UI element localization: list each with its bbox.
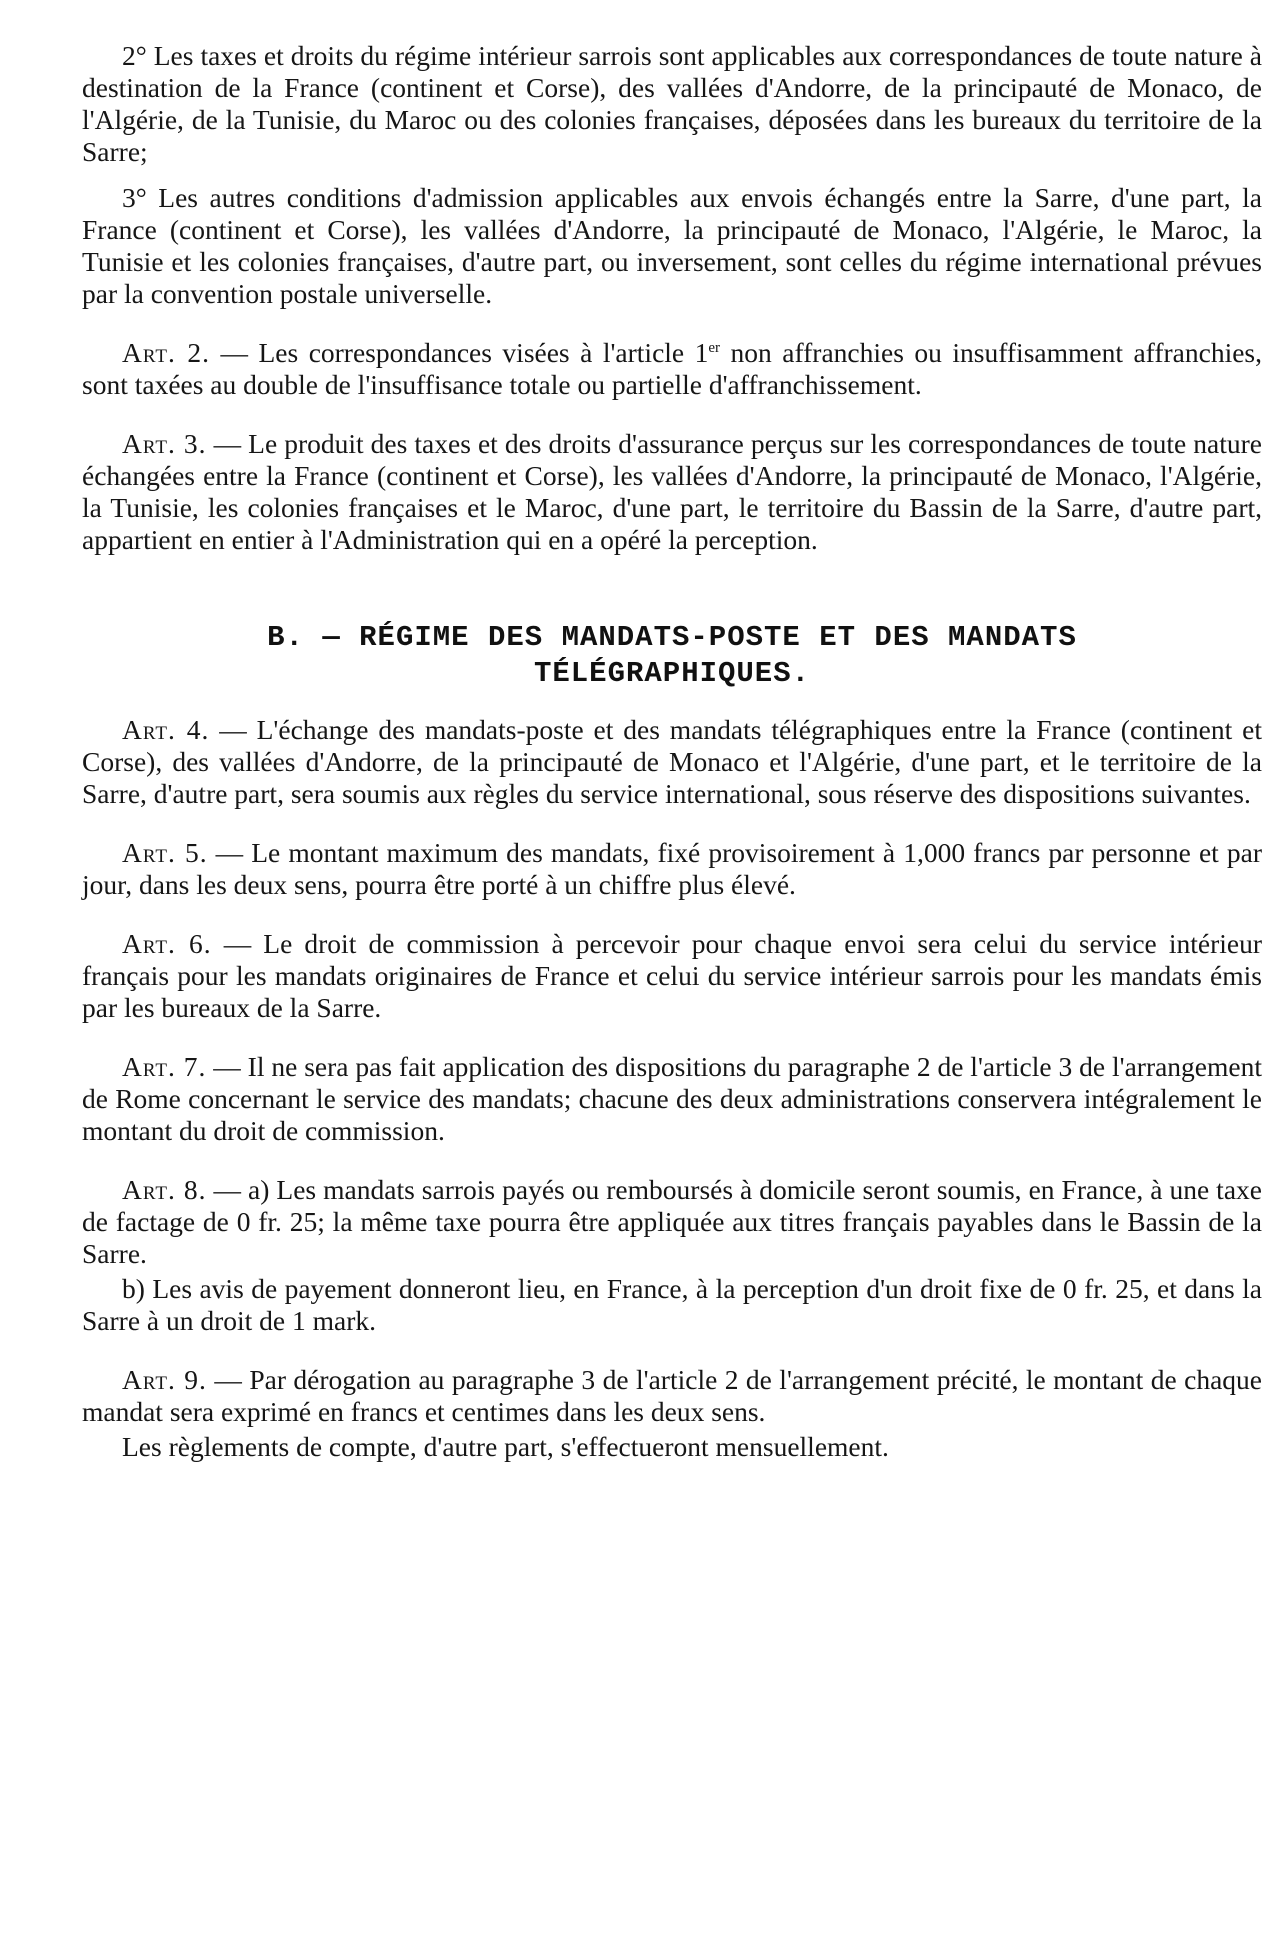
- article-2-label: Art. 2.: [122, 337, 210, 368]
- article-2-text-a: — Les correspondances visées à l'article 1: [210, 337, 709, 368]
- article-3-text: — Le produit des taxes et des droits d'assurance perçus sur les correspondances de toute nature échangées entre la France (continent et Corse), les vallées d'Andorre, la principauté de Monaco, l'Algérie, la Tunisie, les colonies françaises et le Maroc, d'une part, le territoire du Bassin de la Sarre, d'autre part, appartient en entier à l'Administration qui en a opéré la perception.: [82, 428, 1262, 555]
- article-2: [82, 337, 1262, 401]
- article-5: [82, 837, 1262, 901]
- article-7: [82, 1051, 1262, 1147]
- article-4-text: — L'échange des mandats-poste et des mandats télégraphiques entre la France (continent et Corse), des vallées d'Andorre, de la principauté de Monaco et l'Algérie, d'une part, et le territoire de la Sarre, d'autre part, sera soumis aux règles du service international, sous réserve des dispositions suivantes.: [82, 714, 1262, 809]
- document-page: [82, 40, 1262, 1463]
- article-8-label: Art. 8.: [122, 1174, 207, 1205]
- article-6-text: — Le droit de commission à percevoir pour chaque envoi sera celui du service intérieur français pour les mandats originaires de France et celui du service intérieur sarrois pour les mandats émis par les bureaux de la Sarre.: [82, 928, 1263, 1023]
- paragraph-point-2: 2° Les taxes et droits du régime intérieur sarrois sont applicables aux correspondances de toute nature à destination de la France (continent et Corse), des vallées d'Andorre, de la principauté de Monaco, de l'Algérie, de la Tunisie, du Maroc ou des colonies françaises, déposées dans les bureaux du territoire de la Sarre;: [82, 40, 1262, 167]
- article-7-text: — Il ne sera pas fait application des dispositions du paragraphe 2 de l'article 3 de l'arrangement de Rome concernant le service des mandats; chacune des deux administrations conservera intégralement le montant du droit de commission.: [82, 1051, 1262, 1146]
- article-7-label: Art. 7.: [122, 1051, 207, 1082]
- paragraph-point-3: 3° Les autres conditions d'admission applicables aux envois échangés entre la Sarre, d'une part, la France (continent et Corse), les vallées d'Andorre, la principauté de Monaco, l'Algérie, le Maroc, la Tunisie et les colonies françaises, d'autre part, ou inversement, sont celles du régime international prévues par la convention postale universelle.: [82, 182, 1262, 309]
- article-4: [82, 714, 1262, 810]
- article-9-paragraph-b: Les règlements de compte, d'autre part, s'effectueront mensuellement.: [122, 1431, 889, 1462]
- article-6: [82, 928, 1262, 1024]
- article-2-superscript: er: [708, 339, 721, 356]
- article-5-label: Art. 5.: [122, 837, 208, 868]
- section-heading: [82, 620, 1262, 692]
- article-8-text: — a) Les mandats sarrois payés ou remboursés à domicile seront soumis, en France, à une taxe de factage de 0 fr. 25; la même taxe pourra être appliquée aux titres français payables dans le Bassin de la Sarre.: [82, 1174, 1262, 1269]
- article-3: [82, 428, 1262, 556]
- article-6-label: Art. 6.: [122, 928, 212, 959]
- section-heading-line-2: TÉLÉGRAPHIQUES.: [533, 657, 811, 690]
- section-heading-line-1: B. — RÉGIME DES MANDATS-POSTE ET DES MANDATS: [267, 621, 1077, 654]
- article-9-label: Art. 9.: [122, 1364, 207, 1395]
- article-9-text: — Par dérogation au paragraphe 3 de l'article 2 de l'arrangement précité, le montant de chaque mandat sera exprimé en francs et centimes dans les deux sens.: [82, 1364, 1262, 1427]
- article-5-text: — Le montant maximum des mandats, fixé provisoirement à 1,000 francs par personne et par jour, dans les deux sens, pourra être porté à un chiffre plus élevé.: [82, 837, 1262, 900]
- article-8-paragraph-b: b) Les avis de payement donneront lieu, en France, à la perception d'un droit fixe de 0 fr. 25, et dans la Sarre à un droit de 1 mark.: [82, 1273, 1262, 1336]
- article-2-text-b: non affranchies ou insuffisamment affranchies, sont taxées au double de l'insuffisance totale ou partielle d'affranchissement.: [82, 337, 1262, 400]
- article-9: [82, 1364, 1262, 1428]
- article-4-label: Art. 4.: [122, 714, 210, 745]
- article-8: [82, 1174, 1262, 1270]
- article-3-label: Art. 3.: [122, 428, 207, 459]
